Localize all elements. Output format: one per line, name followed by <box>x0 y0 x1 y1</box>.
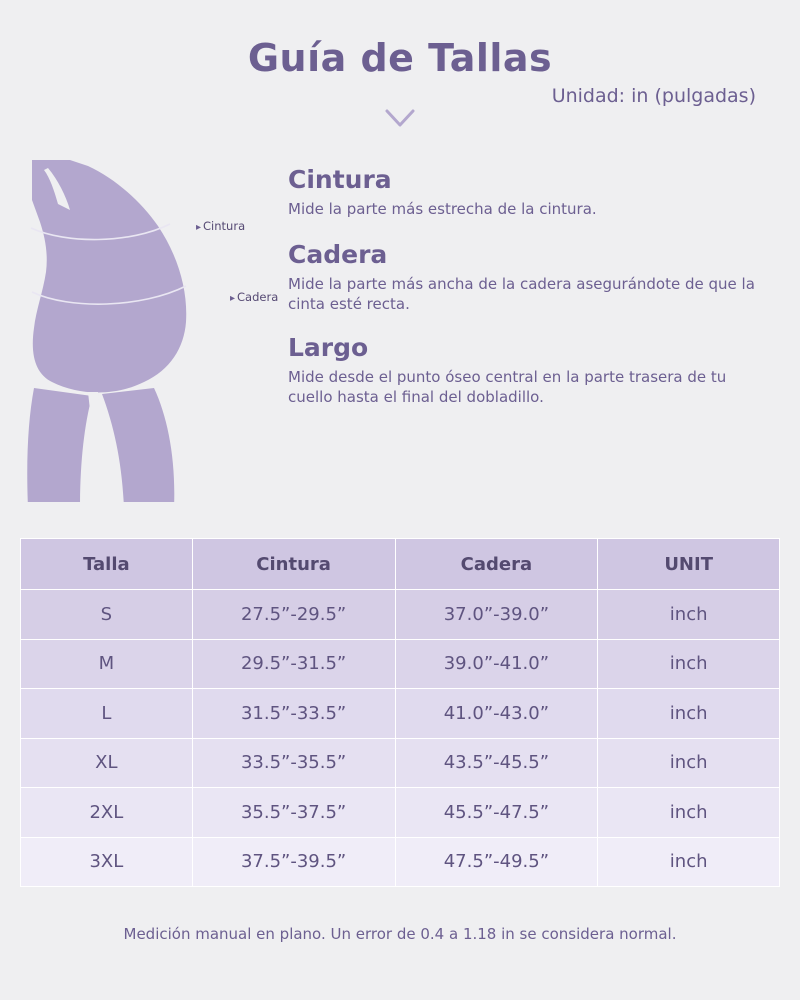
body-illustration <box>18 152 268 502</box>
callout-hip-label: Cadera <box>237 290 279 304</box>
cell-talla: M <box>21 639 193 689</box>
definition-title: Largo <box>288 333 369 363</box>
table-row <box>21 639 780 689</box>
cell-cadera: 41.0”-43.0” <box>395 689 598 739</box>
cell-talla: S <box>21 590 193 640</box>
cell-cadera: 37.0”-39.0” <box>395 590 598 640</box>
cell-unit: inch <box>598 590 780 640</box>
arrow-icon: ▸ <box>230 293 236 304</box>
column-header-unit: UNIT <box>598 539 780 590</box>
definition-title: Cadera <box>288 240 388 269</box>
table-row <box>21 590 780 640</box>
cell-cintura: 33.5”-35.5” <box>192 738 395 788</box>
unit-note: Unidad: in (pulgadas) <box>551 85 756 107</box>
definition-text: Mide la parte más ancha de la cadera asegurándote de que la cinta esté recta. <box>288 274 755 313</box>
cell-cintura: 27.5”-29.5” <box>192 590 395 640</box>
cell-talla: 3XL <box>21 837 193 887</box>
definition-cintura <box>288 166 768 219</box>
table-row <box>21 788 780 838</box>
table-row <box>21 689 780 739</box>
cell-unit: inch <box>598 837 780 887</box>
cell-unit: inch <box>598 788 780 838</box>
column-header-cintura: Cintura <box>192 539 395 590</box>
cell-talla: L <box>21 689 193 739</box>
callout-waist <box>196 219 245 233</box>
definition-title: Cintura <box>288 165 392 194</box>
cell-cadera: 47.5”-49.5” <box>395 837 598 887</box>
cell-cintura: 35.5”-37.5” <box>192 788 395 838</box>
table-row <box>21 738 780 788</box>
cell-unit: inch <box>598 689 780 739</box>
callout-waist-label: Cintura <box>203 219 246 233</box>
cell-cadera: 43.5”-45.5” <box>395 738 598 788</box>
definition-cadera <box>288 241 768 314</box>
definition-text: Mide desde el punto óseo central en la parte trasera de tu cuello hasta el final del dobladillo. <box>288 368 727 407</box>
cell-cintura: 31.5”-33.5” <box>192 689 395 739</box>
definition-largo <box>288 334 768 407</box>
cell-unit: inch <box>598 738 780 788</box>
cell-cintura: 29.5”-31.5” <box>192 639 395 689</box>
cell-cadera: 45.5”-47.5” <box>395 788 598 838</box>
cell-cadera: 39.0”-41.0” <box>395 639 598 689</box>
arrow-icon: ▸ <box>196 222 202 233</box>
cell-talla: XL <box>21 738 193 788</box>
definition-text: Mide la parte más estrecha de la cintura. <box>288 199 597 218</box>
definitions-list <box>288 166 768 430</box>
page-title: Guía de Tallas <box>247 36 553 80</box>
size-table-wrapper <box>20 538 780 887</box>
callout-hip <box>230 290 278 304</box>
table-row <box>21 837 780 887</box>
column-header-talla: Talla <box>21 539 193 590</box>
cell-unit: inch <box>598 639 780 689</box>
cell-cintura: 37.5”-39.5” <box>192 837 395 887</box>
chevron-down-icon <box>383 107 417 129</box>
footer-note: Medición manual en plano. Un error de 0.4 a 1.18 in se considera normal. <box>123 925 677 943</box>
table-header-row <box>21 539 780 590</box>
cell-talla: 2XL <box>21 788 193 838</box>
size-table <box>20 538 780 887</box>
column-header-cadera: Cadera <box>395 539 598 590</box>
